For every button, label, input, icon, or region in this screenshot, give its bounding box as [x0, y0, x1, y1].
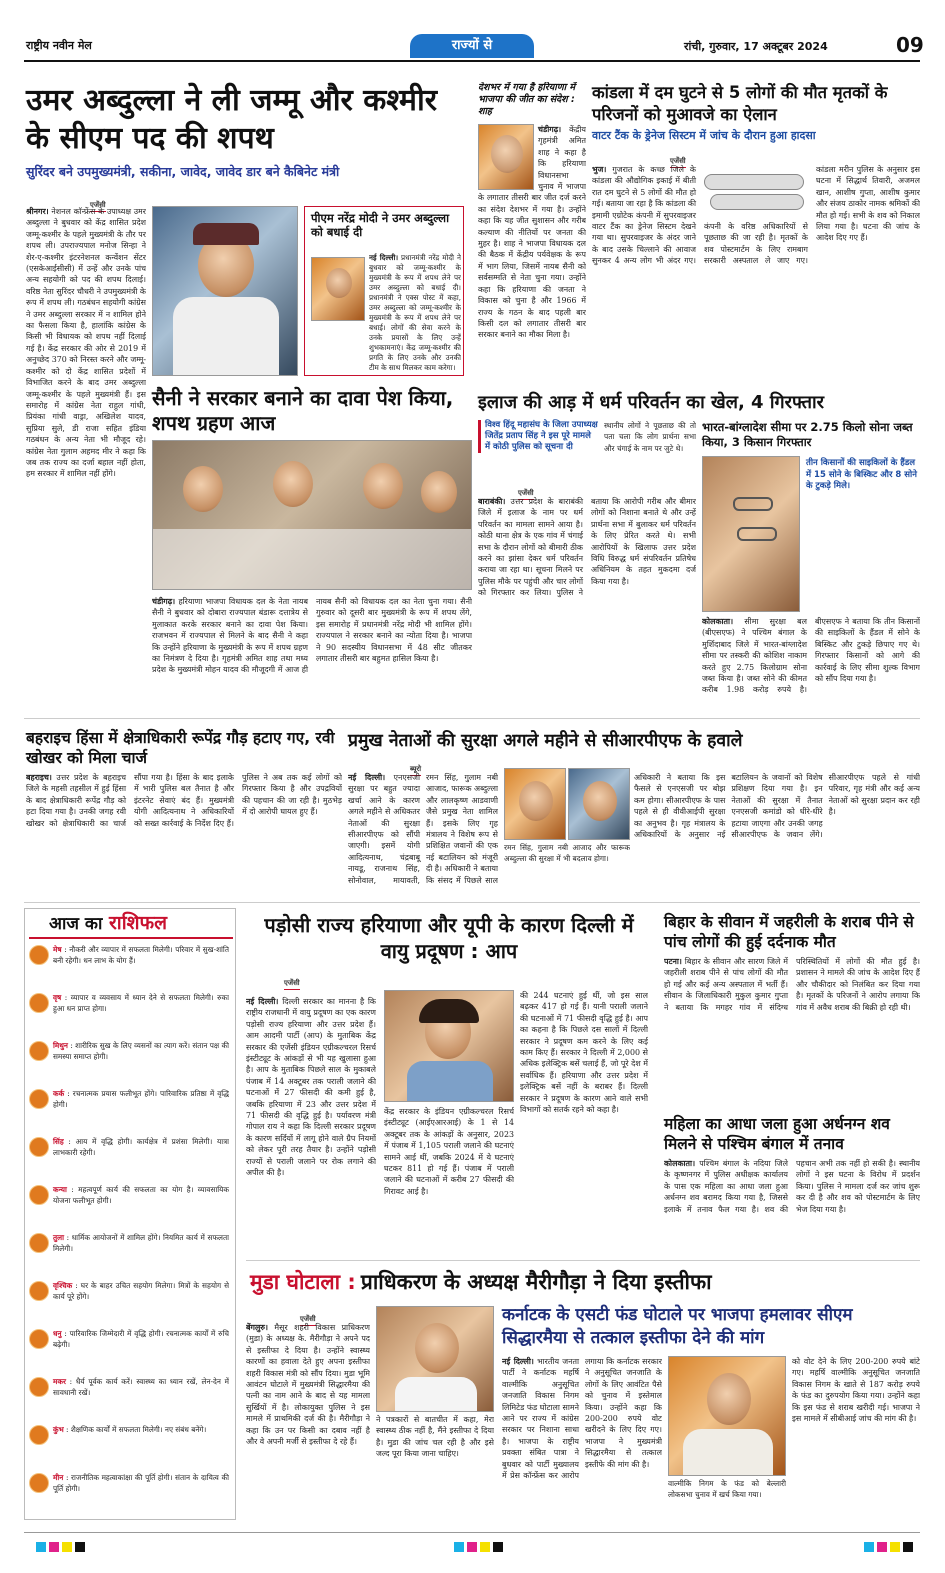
rashi-text: शारीरिक सुख के लिए व्यसनों का त्याग करें। संतान पक्ष की समस्या समाप्त होगी। — [53, 1041, 229, 1061]
rashi-name: वृष — [53, 993, 62, 1002]
color-registration-swatch — [903, 1542, 913, 1552]
crpf-body-right: अधिकारी ने बताया कि इस फैसले से एनएसजी पर बोझ कम होगा। सीआरपीएफ के पास पहले से ही वीवीआईपी सुरक्षा का अनुभव है। गृह मंत्रालय के अधिकारियों के अनुसार नई बटालियन के जवानों को विशेष प्रशिक्षण दिया गया है। इन नेताओं की सुरक्षा में तैनात एनएसजी कमांडो को धीरे-धीरे हटाया जाएगा और उनकी जगह सीआरपीएफ के जवान लेंगे। सीआरपीएफ पहले से गांधी परिवार, गृह मंत्री और कई अन्य नेताओं को सुरक्षा प्रदान कर रही है। — [634, 773, 920, 840]
karnataka-body-left — [502, 1356, 662, 1522]
saini-headline: सैनी ने सरकार बनाने का दावा पेश किया, शपथ ग्रहण आज — [152, 386, 454, 435]
rashi-item: धनु : पारिवारिक जिम्मेदारी में वृद्धि होगी। रचनात्मक कार्यों में रुचि बढ़ेगी। — [29, 1329, 229, 1375]
marigowda-photo — [376, 1306, 494, 1412]
rashi-text: धैर्य पूर्वक कार्य करें। स्वास्थ्य का ध्यान रखें, लेन-देन में सावधानी रखें। — [53, 1377, 229, 1397]
bengal-dateline: कोलकाता। — [664, 1159, 696, 1168]
footer-bar — [24, 1532, 920, 1550]
conversion-body-col — [478, 496, 696, 710]
crpf-byline: ब्यूरो — [410, 765, 421, 776]
zodiac-icon — [29, 1137, 49, 1157]
crpf-dateline: नई दिल्ली। — [348, 773, 386, 782]
rashi-text: आय में वृद्धि होगी। कार्यक्षेत्र में प्रशंसा मिलेगी। यात्रा लाभकारी रहेगी। — [53, 1137, 229, 1157]
zodiac-icon — [29, 1329, 49, 1349]
gold-body: सीमा सुरक्षा बल (बीएसएफ) ने पश्चिम बंगाल के मुर्शिदाबाद जिले में भारत-बांग्लादेश सीमा पर तस्करी की कोशिश नाकाम करते हुए 2.75 किलोग्राम सोना जब्त किया है। जब्त सोने की कीमत करीब 1.98 करोड़ रुपये है। बीएसएफ ने बताया कि तीन किसानों की साइकिलों के हैंडल में सोने के बिस्किट और टुकड़े छिपाए गए थे। गिरफ्तार किसानों को आगे की कार्रवाई के लिए सीमा शुल्क विभाग को सौंप दिया गया है। — [702, 617, 920, 695]
zodiac-icon — [29, 1425, 49, 1445]
rashi-text: नौकरी और व्यापार में सफलता मिलेगी। परिवार में सुख-शांति बनी रहेगी। धन लाभ के योग हैं। — [53, 945, 229, 965]
rashi-item: कर्क : रचनात्मक प्रयास फलीभूत होंगे। पारिवारिक प्रतिष्ठा में वृद्धि होगी। — [29, 1089, 229, 1135]
siwan-headline: बिहार के सीवान में जहरीली के शराब पीने से पांच लोगों की हुई दर्दनाक मौत — [664, 913, 914, 951]
modi-dateline: नई दिल्ली। — [369, 253, 399, 262]
atishi-photo — [384, 990, 514, 1102]
bahraich-body: उत्तर प्रदेश के बहराइच जिले के महसी तहसील में हुई हिंसा के बाद क्षेत्राधिकारी रूपेंद्र गौड़ को हटा दिया गया है। उनकी जगह रवी खोखर को क्षेत्राधिकारी का चार्ज सौंपा गया है। हिंसा के बाद इलाके में भारी पुलिस बल तैनात है और इंटरनेट सेवाएं बंद हैं। मुख्यमंत्री योगी आदित्यनाथ ने अधिकारियों को सख्त कार्रवाई के निर्देश दिए हैं। पुलिस ने अब तक कई लोगों को गिरफ्तार किया है और उपद्रवियों की पहचान की जा रही है। मुठभेड़ में दो आरोपी घायल हुए हैं। — [26, 773, 342, 828]
bengal-body-col — [664, 1158, 920, 1256]
omar-body-col — [26, 206, 146, 712]
rashi-item: सिंह : आय में वृद्धि होगी। कार्यक्षेत्र में प्रशंसा मिलेगी। यात्रा लाभकारी रहेगी। — [29, 1137, 229, 1183]
section-tab: राज्यों से — [410, 34, 534, 58]
color-registration-swatch — [890, 1542, 900, 1552]
rashi-item: मकर : धैर्य पूर्वक कार्य करें। स्वास्थ्य का ध्यान रखें, लेन-देन में सावधानी रखें। — [29, 1377, 229, 1423]
rashifal-title: राशिफल — [109, 912, 168, 934]
omar-body: नेशनल कॉन्फ्रेंस के उपाध्यक्ष उमर अब्दुल्ला ने बुधवार को केंद्र शासित प्रदेश जम्मू-कश्मीर के पहले मुख्यमंत्री के तौर पर शपथ ली। उपराज्यपाल मनोज सिन्हा ने शेर-ए-कश्मीर इंटरनेशनल कन्वेंशन सेंटर (एसकेआईसीसी) में उन्हें और उनके पांच अन्य सहयोगी को पद की शपथ दिलाई। वरिष्ठ नेता सुरिंदर चौधरी ने उपमुख्यमंत्री के रूप में शपथ ली। गठबंधन सहयोगी कांग्रेस ने उमर अब्दुल्ला सरकार में न शामिल होने का फैसला किया है, हालांकि कांग्रेस के किसी भी विधायक को शपथ नहीं दिलाई गई है। केंद्र सरकार की ओर से 2019 में अनुच्छेद 370 को निरस्त करने और जम्मू-कश्मीर को दो केंद्र शासित प्रदेशों में विभाजित करने के बाद उमर अब्दुल्ला जम्मू-कश्मीर के पहले मुख्यमंत्री हैं। इस समारोह में कांग्रेस नेता राहुल गांधी, प्रियंका गांधी वाड्रा, अखिलेश यादव, सुप्रिया सुले, डी राजा सहित इंडिया गठबंधन के अन्य नेता भी मौजूद रहे। कांग्रेस नेता गुलाम अहमद मीर ने कहा कि जब तक राज्य का दर्जा बहाल नहीं होता, हम सरकार में शामिल नहीं होंगे। — [26, 207, 146, 479]
color-registration-swatch — [877, 1542, 887, 1552]
rashi-name: तुला — [53, 1233, 64, 1242]
conversion-side-col: स्थानीय लोगों ने पूछताछ की तो पता चला कि लोग प्रार्थना सभा और चंगाई के नाम पर जुटे थे। — [604, 421, 696, 453]
color-registration-swatch — [467, 1542, 477, 1552]
bahraich-body-col — [26, 772, 342, 892]
omar-byline: एजेंसी — [90, 201, 106, 212]
dateline: रांची, गुरुवार, 17 अक्टूबर 2024 — [684, 40, 828, 53]
rashi-name: मकर — [53, 1377, 66, 1386]
rashi-name: कुंभ — [53, 1425, 64, 1434]
karnataka-body-right: को वोट देने के लिए 200-200 रुपये बांटे गए। महर्षि वाल्मीकि अनुसूचित जनजाति विकास निगम के खाते से 187 करोड़ रुपये के फंड का दुरुपयोग किया गया। उन्होंने कहा कि इस फंड से शराब खरीदी गई। भाजपा ने इस मामले में सीबीआई जांच की मांग की है। — [792, 1357, 920, 1424]
muda-headline: प्राधिकरण के अध्यक्ष मैरीगौड़ा ने दिया इस्तीफा — [360, 1270, 712, 1294]
zodiac-icon — [29, 1041, 49, 1061]
pollution-headline: पड़ोसी राज्य हरियाणा और यूपी के कारण दिल्ली में वायु प्रदूषण : आप — [264, 913, 634, 963]
rashi-item: वृश्चिक : घर के बाहर उचित सहयोग मिलेगा। मित्रों के सहयोग से कार्य पूरे होंगे। — [29, 1281, 229, 1327]
crpf-body: एनएसजी सुरक्षा पर बहुत ज्यादा खर्चा आने के कारण अगले महीने से अधिकतर नेताओं की सुरक्षा सीआरपीएफ को सौंपी जाएगी। इसमें योगी आदित्यनाथ, चंद्रबाबू नायडू, राजनाथ सिंह, सोनोवाल, मायावती, रमन सिंह, गुलाम नबी आजाद, फारूक अब्दुल्ला और लालकृष्ण आडवाणी जैसे प्रमुख नेता शामिल हैं। इसके लिए गृह मंत्रालय ने विशेष रूप से प्रशिक्षित जवानों की एक नई बटालियन को मंजूरी दी है। अधिकारी ने बताया कि संसद में पिछले साल — [348, 773, 498, 885]
saini-dateline: चंडीगढ़। — [152, 597, 176, 606]
rashi-name: मीन — [53, 1473, 64, 1482]
siwan-dateline: पटना। — [664, 957, 682, 966]
muda-body-left — [246, 1322, 370, 1522]
modi-photo — [311, 257, 365, 321]
muda-body: मैसूर शहरी विकास प्राधिकरण (मुडा) के अध्यक्ष के. मैरीगौड़ा ने अपने पद से इस्तीफा दे दिया है। उन्होंने स्वास्थ्य कारणों का हवाला देते हुए अपना इस्तीफा शहरी विकास मंत्री को सौंप दिया। मुडा भूमि आवंटन घोटाले में मुख्यमंत्री सिद्धारमैया की पत्नी का नाम आने के बाद से यह मामला सुर्खियों में है। लोकायुक्त पुलिस ने इस मामले में प्राथमिकी दर्ज की है। मैरीगौड़ा ने कहा कि उन पर किसी का दबाव नहीं है और वे अपनी मर्जी से इस्तीफा दे रहे हैं। — [246, 1323, 370, 1447]
karnataka-caption: वाल्मीकि निगम के फंड को बेल्लारी लोकसभा चुनाव में खर्च किया गया। — [668, 1479, 786, 1500]
kandla-dateline: भुज। — [592, 165, 607, 174]
rashi-item: वृष : व्यापार व व्यवसाय में ध्यान देने से सफलता मिलेगी। रुका हुआ धन प्राप्त होगा। — [29, 993, 229, 1039]
zodiac-icon — [29, 1377, 49, 1397]
rashi-item: मिथुन : शारीरिक सुख के लिए व्यसनों का त्याग करें। संतान पक्ष की समस्या समाप्त होगी। — [29, 1041, 229, 1087]
rashi-name: वृश्चिक — [53, 1281, 73, 1290]
color-registration-swatch — [864, 1542, 874, 1552]
kandla-photo — [700, 164, 810, 222]
modi-box-headline: पीएम नरेंद्र मोदी ने उमर अब्दुल्ला को बधाई दी — [311, 211, 450, 239]
color-registration-swatch — [75, 1542, 85, 1552]
pollution-body-left — [246, 996, 376, 1252]
color-registration-swatch — [62, 1542, 72, 1552]
paper-name: राष्ट्रीय नवीन मेल — [26, 39, 92, 52]
pollution-body-mid: केंद्र सरकार के इंडियन एग्रीकल्चरल रिसर्च इंस्टीट्यूट (आईएआरआई) के 1 से 14 अक्टूबर तक के आंकड़ों के अनुसार, 2023 में पंजाब में 1,105 पराली जलाने की घटनाएं सामने आई थीं, जबकि 2024 में ये घटनाएं घटकर 811 हो गई हैं। पंजाब में पराली जलाने की घटनाओं में करीब 27 फीसदी की गिरावट आई है। — [384, 1107, 514, 1196]
conversion-byline: एजेंसी — [518, 489, 534, 500]
karnataka-body: भारतीय जनता पार्टी ने कर्नाटक महर्षि वाल्मीकि अनुसूचित जनजाति विकास निगम लिमिटेड फंड घोटाला सामने आने पर राज्य में कांग्रेस सरकार पर निशाना साधा है। भाजपा के राष्ट्रीय प्रवक्ता संबित पात्रा ने बुधवार को पार्टी मुख्यालय में प्रेस कॉन्फ्रेंस कर आरोप लगाया कि कर्नाटक सरकार ने अनुसूचित जनजाति के लोगों के लिए आवंटित पैसे को चुनाव में इस्तेमाल किया। उन्होंने कहा कि 200-200 रुपये वोट खरीदने के लिए दिए गए। भाजपा ने मुख्यमंत्री सिद्धारमैया से तत्काल इस्तीफे की मांग की है। — [502, 1357, 662, 1481]
color-registration-swatch — [49, 1542, 59, 1552]
gold-body-col — [702, 616, 920, 712]
conversion-dateline: बाराबंकी। — [478, 497, 506, 506]
kandla-body: गुजरात के कच्छ जिले के कांडला की औद्योगिक इकाई में बीती रात दम घुटने से 5 लोगों की मौत हो गई। बताया जा रहा है कि कांडला की इमामी एग्रोटेक कंपनी में सुपरवाइजर वाटर टैंक का ड्रेनेज सिस्टम देखने गया था। सुपरवाइजर के अंदर जाने के बाद उसके चिल्लाने की आवाज सुनकर 4 अन्य लोग भी अंदर गए। कंपनी के वरिष्ठ अधिकारियों से पूछताछ की जा रही है। मृतकों के शव पोस्टमार्टम के लिए रामबाग सरकारी अस्पताल ले जाए गए। कांडला मरीन पुलिस के अनुसार इस घटना में सिद्धार्थ तिवारी, अजमल खान, आशीष गुप्ता, आशीष कुमार और संजय ठाकोर नामक श्रमिकों की मौत हो गई। सभी के शव को निकाल लिया गया है। घटना की जांच के आदेश दिए गए हैं। — [592, 165, 920, 266]
gold-dateline: कोलकाता। — [702, 617, 734, 626]
karnataka-dateline: नई दिल्ली। — [502, 1357, 534, 1366]
zodiac-icon — [29, 1089, 49, 1109]
muda-byline: एजेंसी — [300, 1315, 316, 1326]
rashi-item: मेष : नौकरी और व्यापार में सफलता मिलेगी। परिवार में सुख-शांति बनी रहेगी। धन लाभ के योग हैं। — [29, 945, 229, 991]
zodiac-icon — [29, 993, 49, 1013]
muda-kicker: मुडा घोटाला : — [250, 1270, 356, 1294]
karnataka-headline: कर्नाटक के एसटी फंड घोटाले पर भाजपा हमलावर सीएम सिद्धारमैया से तत्काल इस्तीफा देने की मांग — [502, 1305, 853, 1348]
modi-box — [304, 206, 464, 376]
omar-headline: उमर अब्दुल्ला ने ली जम्मू और कश्मीर के सीएम पद की शपथ — [26, 83, 438, 156]
shah-headline: देशभर में गया है हरियाणा में भाजपा की जीत का संदेश : शाह — [478, 82, 576, 117]
rashi-name: कन्या — [53, 1185, 67, 1194]
kandla-subhead: वाटर टैंक के ड्रेनेज सिस्टम में जांच के दौरान हुआ हादसा — [592, 129, 816, 142]
masthead — [24, 30, 924, 62]
omar-photo — [152, 206, 298, 376]
shah-body: केंद्रीय गृहमंत्री अमित शाह ने कहा है कि हरियाणा विधानसभा चुनाव में भाजपा के लगातार तीसरी बार जीत दर्ज करने का संदेश देशभर में गया है। उन्होंने कहा कि यह जीत सुशासन और गरीब कल्याण की नीतियों पर जनता की मुहर है। शाह ने भाजपा विधायक दल की बैठक में केंद्रीय पर्यवेक्षक के रूप में भाग लिया, जिसमें नायब सैनी को सर्वसम्मति से नेता चुना गया। उन्होंने कहा कि हरियाणा की जनता ने विकास को चुना है और 1966 में राज्य के गठन के बाद पहली बार किसी दल को लगातार तीसरी बार सरकार बनाने का मौका मिला है। — [478, 125, 586, 340]
rashi-text: राजनीतिक महत्वाकांक्षा की पूर्ति होगी। संतान के दायित्व की पूर्ति होगी। — [53, 1473, 229, 1493]
rashi-item: कन्या : महत्वपूर्ण कार्य की सफलता का योग है। व्यावसायिक योजना फलीभूत होगी। — [29, 1185, 229, 1231]
rashi-item: तुला : धार्मिक आयोजनों में शामिल होंगे। नियमित कार्य में सफलता मिलेगी। — [29, 1233, 229, 1279]
gold-headline: भारत-बांग्लादेश सीमा पर 2.75 किलो सोना जब्त किया, 3 किसान गिरफ्तार — [702, 420, 913, 449]
color-registration-swatch — [480, 1542, 490, 1552]
omar-subhead: सुरिंदर बने उपमुख्यमंत्री, सकीना, जावेद, जावेद डार बने कैबिनेट मंत्री — [26, 164, 340, 179]
pollution-body: दिल्ली सरकार का मानना है कि राष्ट्रीय राजधानी में वायु प्रदूषण का एक कारण पड़ोसी राज्य हरियाणा और उत्तर प्रदेश हैं। आम आदमी पार्टी (आप) के मुताबिक केंद्र सरकार की एजेंसी इंडियन एग्रीकल्चरल रिसर्च इंस्टीट्यूट के आंकड़ों से भी यह खुलासा हुआ है। आप के मुताबिक पिछले साल के मुकाबले पंजाब में 14 अक्टूबर तक पराली जलाने की घटनाओं में 27 फीसदी की कमी हुई है, जबकि हरियाणा में 23 और उत्तर प्रदेश में 71 फीसदी की वृद्धि हुई है। पर्यावरण मंत्री गोपाल राय ने कहा कि दिल्ली सरकार प्रदूषण के कारण सर्दियों में लागू होने वाले ग्रैप नियमों को लेकर पूरी तरह तैयार है। उन्होंने पड़ोसी राज्यों से पराली जलाने पर रोक लगाने की अपील की है। — [246, 997, 376, 1178]
saini-photo — [152, 440, 472, 590]
shah-photo — [478, 124, 534, 190]
modi-body: प्रधानमंत्री नरेंद्र मोदी ने बुधवार को जम्मू-कश्मीर के मुख्यमंत्री के रूप में शपथ लेने पर उमर अब्दुल्ला को बधाई दी। प्रधानमंत्री ने एक्स पोस्ट में कहा, उमर अब्दुल्ला को जम्मू-कश्मीर के मुख्यमंत्री के रूप में शपथ लेने पर बधाई। लोगों की सेवा करने के उनके प्रयासों के लिए उन्हें शुभकामनाएं। केंद्र जम्मू-कश्मीर की प्रगति के लिए उनके और उनकी टीम के साथ मिलकर काम करेगा। — [369, 253, 461, 371]
rashi-text: घर के बाहर उचित सहयोग मिलेगा। मित्रों के सहयोग से कार्य पूरे होंगे। — [53, 1281, 229, 1301]
bahraich-dateline: बहराइच। — [26, 773, 52, 782]
rashi-text: पारिवारिक जिम्मेदारी में वृद्धि होगी। रचनात्मक कार्यों में रुचि बढ़ेगी। — [53, 1329, 229, 1349]
color-registration-swatch — [493, 1542, 503, 1552]
gold-callout: तीन किसानों की साइकिलों के हैंडल में 15 सोने के बिस्किट और 8 सोने के टुकड़े मिले। — [806, 458, 917, 491]
bengal-body: पश्चिम बंगाल के नदिया जिले के कृष्णनगर में पुलिस अधीक्षक कार्यालय के पास एक महिला का आधा जला हुआ अर्धनग्न शव बरामद किया गया है, जिससे इलाके में तनाव फैल गया है। शव की पहचान अभी तक नहीं हो सकी है। स्थानीय लोगों ने इस घटना के विरोध में प्रदर्शन किया। पुलिस ने मामला दर्ज कर जांच शुरू कर दी है और शव को पोस्टमार्टम के लिए भेज दिया गया है। — [664, 1159, 920, 1214]
zodiac-icon — [29, 1281, 49, 1301]
rashifal-panel — [24, 908, 236, 1520]
rashifal-title-prefix: आज का — [49, 914, 103, 934]
conversion-headline: इलाज की आड़ में धर्म परिवर्तन का खेल, 4 गिरफ्तार — [478, 392, 824, 413]
bengal-headline: महिला का आधा जला हुआ अर्धनग्न शव मिलने से पश्चिम बंगाल में तनाव — [664, 1115, 890, 1153]
conversion-callout: विश्व हिंदू महासंघ के जिला उपाध्यक्ष जितेंद्र प्रताप सिंह ने इस पूरे मामले में कोठी पुलिस को सूचना दी — [478, 420, 598, 453]
rashi-text: धार्मिक आयोजनों में शामिल होंगे। नियमित कार्य में सफलता मिलेगी। — [53, 1233, 229, 1253]
rashi-name: सिंह — [53, 1137, 64, 1146]
pollution-byline: एजेंसी — [284, 979, 300, 990]
shah-dateline: चंडीगढ़। — [538, 125, 562, 134]
rashi-text: रचनात्मक प्रयास फलीभूत होंगे। पारिवारिक प्रतिष्ठा में वृद्धि होगी। — [53, 1089, 229, 1109]
sambit-photo — [668, 1356, 786, 1476]
gold-photo — [702, 456, 800, 612]
yogi-photo — [504, 768, 566, 840]
rashi-name: कर्क — [53, 1089, 65, 1098]
pollution-body-right: की 244 घटनाएं हुई थीं, जो इस साल बढ़कर 417 हो गई हैं। यानी पराली जलाने की घटनाओं में 71 फीसदी वृद्धि हुई है। आप का कहना है कि पिछले दस सालों में दिल्ली सरकार ने प्रदूषण कम करने के लिए कई काम किए हैं। सरकार ने दिल्ली में 2,000 से अधिक इलेक्ट्रिक बसें चलाई हैं, जो पूरे देश में सर्वाधिक हैं। हरियाणा और उत्तर प्रदेश में इलेक्ट्रिक बसें नहीं के बराबर हैं। दिल्ली सरकार ने प्रदूषण के कारण आने वाले सभी विभागों को सतर्क रहने को कहा है। — [520, 991, 648, 1115]
saini-body-col — [152, 596, 472, 716]
rashi-item: कुंभ : शैक्षणिक कार्यों में सफलता मिलेगी। नए संबंध बनेंगे। — [29, 1425, 229, 1471]
rashi-name: मिथुन — [53, 1041, 68, 1050]
bahraich-headline: बहराइच हिंसा में क्षेत्राधिकारी रूपेंद्र गौड़ हटाए गए, रवी खोखर को मिला चार्ज — [26, 729, 335, 767]
siwan-body-col — [664, 956, 920, 1106]
zodiac-icon — [29, 945, 49, 965]
conversion-body: उत्तर प्रदेश के बाराबंकी जिले में इलाज के नाम पर धर्म परिवर्तन का मामला सामने आया है। कोठी थाना क्षेत्र के एक गांव में चंगाई सभा के दौरान लोगों को बीमारी ठीक करने का झांसा देकर धर्म परिवर्तन कराया जा रहा था। सूचना मिलने पर पुलिस मौके पर पहुंची और चार लोगों को गिरफ्तार कर लिया। पुलिस ने बताया कि आरोपी गरीब और बीमार लोगों को निशाना बनाते थे और उन्हें प्रार्थना सभा में बुलाकर धर्म परिवर्तन के लिए प्रेरित करते थे। सभी आरोपियों के खिलाफ उत्तर प्रदेश विधि विरुद्ध धर्म संपरिवर्तन प्रतिषेध अधिनियम के तहत मुकदमा दर्ज किया गया है। — [478, 497, 696, 598]
rashi-text: व्यापार व व्यवसाय में ध्यान देने से सफलता मिलेगी। रुका हुआ धन प्राप्त होगा। — [53, 993, 229, 1013]
crpf-caption: रमन सिंह, गुलाम नबी आजाद और फारूक अब्दुल्ला की सुरक्षा में भी बदलाव होगा। — [504, 843, 630, 864]
zodiac-icon — [29, 1233, 49, 1253]
shah-column — [478, 82, 586, 382]
zodiac-icon — [29, 1473, 49, 1493]
kandla-byline: एजेंसी — [670, 157, 686, 168]
page-number: 09 — [896, 33, 924, 57]
color-registration-swatch — [454, 1542, 464, 1552]
muda-headline-row — [250, 1268, 920, 1300]
crpf-headline: प्रमुख नेताओं की सुरक्षा अगले महीने से सीआरपीएफ के हवाले — [348, 731, 743, 751]
crpf-body-left — [348, 772, 498, 896]
zodiac-icon — [29, 1185, 49, 1205]
rashi-name: धनु — [53, 1329, 62, 1338]
omar-dateline: श्रीनगर। — [26, 207, 49, 216]
muda-dateline: बेंगलुरु। — [246, 1323, 269, 1332]
pollution-dateline: नई दिल्ली। — [246, 997, 279, 1006]
color-registration-swatch — [36, 1542, 46, 1552]
saini-body: हरियाणा भाजपा विधायक दल के नेता नायब सैनी ने बुधवार को दोबारा राज्यपाल बंडारू दत्तात्रेय से मुलाकात करके सरकार बनाने का दावा पेश किया। राजभवन में राज्यपाल से मिलने के बाद सैनी ने कहा कि उन्होंने हरियाणा के मुख्यमंत्री के रूप में शपथ ग्रहण का निमंत्रण दे दिया है। गृहमंत्री अमित शाह तथा मध्य प्रदेश के मुख्यमंत्री मोहन यादव की मौजूदगी में आज ही नायब सैनी को विधायक दल का नेता चुना गया। सैनी गुरुवार को दूसरी बार मुख्यमंत्री के रूप में शपथ लेंगे, इस समारोह में प्रधानमंत्री नरेंद्र मोदी भी शामिल होंगे। राज्यपाल ने सरकार बनाने का न्योता दिया है। भाजपा ने 90 सदस्यीय विधानसभा में 48 सीट जीतकर लगातार तीसरी बार बहुमत हासिल किया है। — [152, 597, 472, 675]
rashi-name: मेष — [53, 945, 62, 954]
rashi-item: मीन : राजनीतिक महत्वाकांक्षा की पूर्ति होगी। संतान के दायित्व की पूर्ति होगी। — [29, 1473, 229, 1519]
rashi-text: महत्वपूर्ण कार्य की सफलता का योग है। व्यावसायिक योजना फलीभूत होगी। — [53, 1185, 229, 1205]
muda-body-mid: ने पत्रकारों से बातचीत में कहा, मेरा स्वास्थ्य ठीक नहीं है, मैंने इस्तीफा दे दिया है। मुडा की जांच चल रही है और इसे जल्द पूरा किया जाना चाहिए। — [376, 1415, 494, 1459]
naidu-photo — [568, 768, 630, 840]
rashi-text: शैक्षणिक कार्यों में सफलता मिलेगी। नए संबंध बनेंगे। — [70, 1425, 207, 1434]
kandla-headline: कांडला में दम घुटने से 5 लोगों की मौत मृतकों के परिजनों को मुआवजे का ऐलान — [592, 83, 888, 124]
siwan-body: बिहार के सीवान और सारण जिले में जहरीली शराब पीने से पांच लोगों की मौत हो गई और कई अन्य अस्पताल में भर्ती हैं। सीवान के जिलाधिकारी मुकुल कुमार गुप्ता ने बताया कि मगहर गांव में संदिग्ध परिस्थितियों में लोगों की मौत हुई है। प्रशासन ने मामले की जांच के आदेश दिए हैं और चौकीदार को निलंबित कर दिया गया है। मृतकों के परिजनों ने आरोप लगाया कि गांव में अवैध शराब की बिक्री हो रही थी। — [664, 957, 920, 1012]
